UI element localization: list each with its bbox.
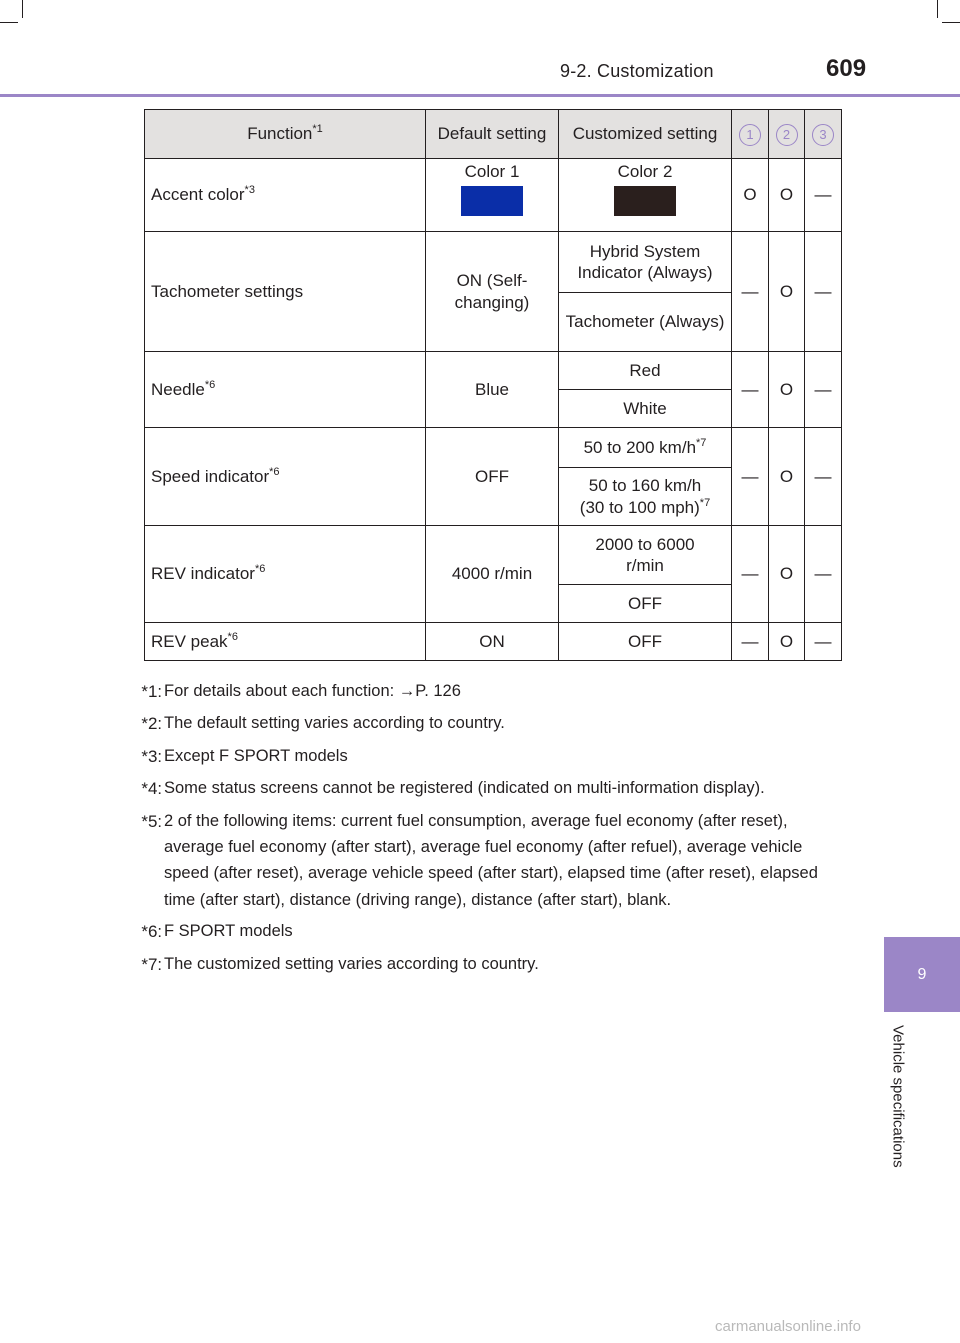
availability-3: — xyxy=(805,428,842,526)
customized-setting: OFF xyxy=(559,623,732,661)
availability-2: O xyxy=(769,526,805,623)
header-col-1 xyxy=(732,110,769,159)
availability-1: — xyxy=(732,526,769,623)
footnote: *1: For details about each function: →P. 126 xyxy=(141,682,461,701)
color-swatch xyxy=(461,186,523,216)
table-row xyxy=(145,232,842,293)
customization-table xyxy=(144,109,842,661)
footnote: *7: The customized setting varies according to country. xyxy=(141,954,539,974)
availability-3: — xyxy=(805,526,842,623)
default-setting: ON (Self-changing) xyxy=(426,232,559,352)
header-function: Function$^{*1}$ xyxy=(145,110,426,159)
customized-setting: 50 to 200 $km/h^{*7}$ xyxy=(559,428,732,468)
customized-setting: Hybrid System Indicator (Always) xyxy=(559,232,732,293)
availability-2: O xyxy=(769,428,805,526)
crop-mark xyxy=(937,0,938,18)
footnote: *2: The default setting varies according to country. xyxy=(141,714,505,734)
customized-setting: White xyxy=(559,390,732,428)
footnote: *6: F SPORT models xyxy=(141,922,293,942)
footnote: *4: Some status screens cannot be registered (indicated on multi-information display). xyxy=(141,779,765,799)
availability-3: — xyxy=(805,232,842,352)
footnote: *3: Except F SPORT models xyxy=(141,746,348,766)
availability-2: O xyxy=(769,352,805,428)
section-title: 9-2. Customization xyxy=(560,61,714,81)
function-name: Speed indicator$^{*6}$ xyxy=(145,428,426,526)
chapter-label: Vehicle specifications xyxy=(889,1025,907,1168)
table-row xyxy=(145,623,842,661)
customized-setting: OFF xyxy=(559,585,732,623)
watermark: carmanualsonline.info xyxy=(715,1318,861,1335)
availability-2: O xyxy=(769,159,805,232)
availability-1: — xyxy=(732,623,769,661)
table-row xyxy=(145,159,842,232)
table-row xyxy=(145,526,842,585)
circled-1-icon: 1 xyxy=(739,124,761,146)
color-swatch xyxy=(614,186,676,216)
availability-1: — xyxy=(732,232,769,352)
availability-1: — xyxy=(732,428,769,526)
function-name: Needle$^{*6}$ xyxy=(145,352,426,428)
crop-mark xyxy=(22,0,23,18)
header-rule xyxy=(0,94,960,97)
availability-2: O xyxy=(769,232,805,352)
table-row xyxy=(145,352,842,390)
footnotes xyxy=(130,678,842,983)
circled-2-icon: 2 xyxy=(776,124,798,146)
function-name: Accent color$^{*3}$ xyxy=(145,159,426,232)
chapter-number: 9 xyxy=(917,965,927,983)
availability-1: O xyxy=(732,159,769,232)
footnote: *5: 2 of the following items: current fuel consumption, average fuel economy (after reset), average fuel economy (after start), average fuel economy (after refuel), average vehicle speed (after reset), average vehicle speed (after start), elapsed time (after reset), elapsed time (after start), distance (driving range), distance (after start), blank. xyxy=(141,811,818,909)
header-default: Default setting xyxy=(426,110,559,159)
crop-mark xyxy=(0,22,18,23)
default-setting: Color 1 xyxy=(426,159,559,232)
function-name: REV indicator$^{*6}$ xyxy=(145,526,426,623)
header-col-3 xyxy=(805,110,842,159)
availability-1: — xyxy=(732,352,769,428)
default-setting: 4000 r/min xyxy=(426,526,559,623)
chapter-tab xyxy=(884,937,960,1012)
customized-setting: Red xyxy=(559,352,732,390)
function-name: Tachometer settings xyxy=(145,232,426,352)
customized-setting: Tachometer (Always) xyxy=(559,293,732,352)
page-number: 609 xyxy=(826,55,867,82)
function-name: REV peak$^{*6}$ xyxy=(145,623,426,661)
customized-setting: 50 to 160 km/h (30 to 100 mph)$^{*7}$ xyxy=(559,468,732,526)
customized-setting: 2000 to 6000 r/min xyxy=(559,526,732,585)
availability-3: — xyxy=(805,159,842,232)
crop-mark xyxy=(942,22,960,23)
availability-3: — xyxy=(805,623,842,661)
table-row xyxy=(145,428,842,468)
default-setting: ON xyxy=(426,623,559,661)
availability-3: — xyxy=(805,352,842,428)
default-setting: Blue xyxy=(426,352,559,428)
header-col-2 xyxy=(769,110,805,159)
customized-setting: Color 2 xyxy=(559,159,732,232)
default-setting: OFF xyxy=(426,428,559,526)
table-header-row xyxy=(145,110,842,159)
circled-3-icon: 3 xyxy=(812,124,834,146)
availability-2: O xyxy=(769,623,805,661)
header-customized: Customized setting xyxy=(559,110,732,159)
